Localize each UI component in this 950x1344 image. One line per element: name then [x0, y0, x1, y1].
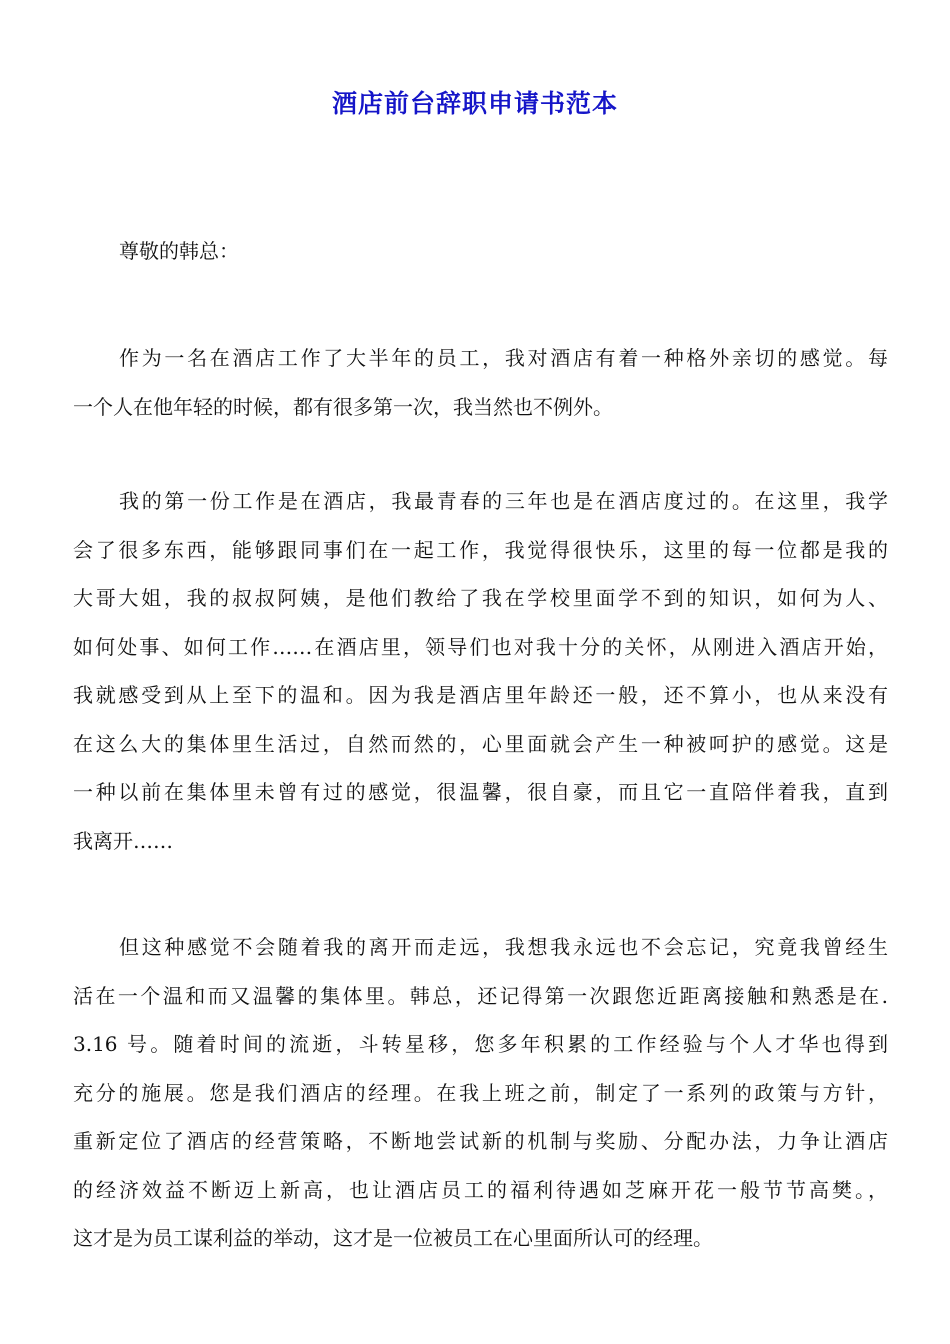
paragraph-line: 3.16 号。随着时间的流逝，斗转星移，您多年积累的工作经验与个人才华也得到	[73, 1032, 888, 1056]
paragraph-line: 重新定位了酒店的经营策略，不断地尝试新的机制与奖励、分配办法，力争让酒店	[73, 1129, 888, 1153]
paragraph-line: 一种以前在集体里未曾有过的感觉，很温馨，很自豪，而且它一直陪伴着我，直到	[73, 780, 888, 804]
paragraph-line: 我就感受到从上至下的温和。因为我是酒店里年龄还一般，还不算小，也从来没有	[73, 683, 888, 707]
paragraph-line: 如何处事、如何工作……在酒店里，领导们也对我十分的关怀，从刚进入酒店开始，	[73, 634, 888, 659]
paragraph-1	[73, 334, 888, 431]
salutation: 尊敬的韩总：	[119, 239, 239, 263]
paragraph-line: 我的第一份工作是在酒店，我最青春的三年也是在酒店度过的。在这里，我学	[119, 489, 888, 513]
paragraph-line: 我离开……	[73, 828, 173, 853]
paragraph-line: 作为一名在酒店工作了大半年的员工，我对酒店有着一种格外亲切的感觉。每	[119, 346, 888, 370]
paragraph-2	[73, 477, 888, 865]
paragraph-line: 的经济效益不断迈上新高，也让酒店员工的福利待遇如芝麻开花一般节节高樊。，	[73, 1177, 888, 1202]
paragraph-line: 一个人在他年轻的时候，都有很多第一次，我当然也不例外。	[73, 394, 613, 419]
paragraph-3	[73, 923, 888, 1263]
paragraph-line: 但这种感觉不会随着我的离开而走远，我想我永远也不会忘记，究竟我曾经生	[119, 935, 888, 959]
paragraph-line: 这才是为员工谋利益的举动，这才是一位被员工在心里面所认可的经理。	[73, 1226, 713, 1250]
paragraph-line: 活在一个温和而又温馨的集体里。韩总，还记得第一次跟您近距离接触和熟悉是在.	[73, 983, 888, 1008]
paragraph-line: 会了很多东西，能够跟同事们在一起工作，我觉得很快乐，这里的每一位都是我的	[73, 537, 888, 562]
paragraph-line: 充分的施展。您是我们酒店的经理。在我上班之前，制定了一系列的政策与方针，	[73, 1080, 888, 1105]
document-title: 酒店前台辞职申请书范本	[331, 89, 618, 118]
paragraph-line: 在这么大的集体里生活过，自然而然的，心里面就会产生一种被呵护的感觉。这是	[73, 731, 888, 756]
paragraph-line: 大哥大姐，我的叔叔阿姨，是他们教给了我在学校里面学不到的知识，如何为人、	[73, 586, 888, 610]
